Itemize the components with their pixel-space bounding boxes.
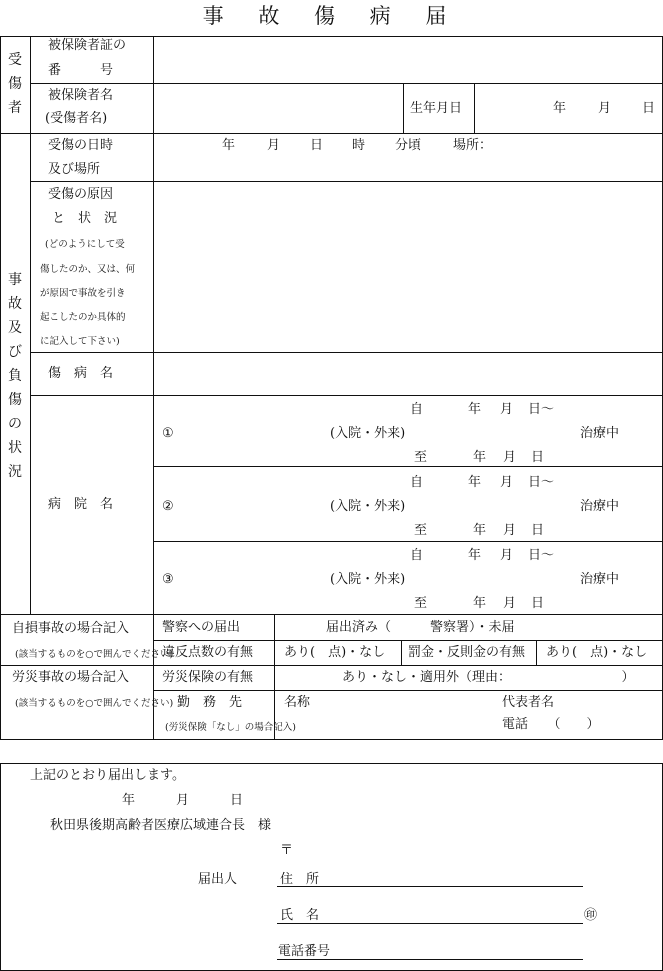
- work-insurance-value[interactable]: あり・なし・適用外（理由： ）: [342, 670, 635, 685]
- violation-points-value[interactable]: あり( 点)・なし: [284, 645, 386, 660]
- phone-number-field[interactable]: [345, 938, 583, 958]
- cause-field[interactable]: [154, 182, 662, 352]
- work-insurance-label: 労災保険の有無: [162, 670, 254, 685]
- name-field[interactable]: [330, 902, 583, 922]
- police-report-label: 警察への届出: [162, 620, 241, 635]
- applicant-label: 届出人: [198, 872, 238, 887]
- address-field[interactable]: [330, 866, 583, 886]
- workplace-name-label: 名称: [284, 695, 311, 710]
- accident-group-label: 事 故 及 び 負 傷 の 状 況: [8, 272, 22, 480]
- workplace-phone-label: 電話 （ ）: [502, 717, 600, 732]
- seal-mark: ㊞: [584, 908, 598, 923]
- workplace-label: 勤 務 先: [177, 695, 243, 710]
- injury-name-label: 傷 病 名: [48, 366, 114, 381]
- fine-value[interactable]: あり( 点)・なし: [546, 645, 648, 660]
- insured-name-field[interactable]: [154, 84, 403, 133]
- insured-number-field[interactable]: [154, 37, 662, 83]
- name-label: 氏 名: [280, 908, 320, 923]
- victim-group-label: 受 傷 者: [8, 52, 22, 116]
- phone-number-label: 電話番号: [278, 944, 331, 959]
- injury-name-field[interactable]: [154, 353, 662, 395]
- declaration-text: 上記のとおり届出します。: [30, 768, 185, 783]
- birth-date-label: 生年月日: [410, 101, 463, 116]
- representative-label: 代表者名: [502, 695, 555, 710]
- workplace-note: (労災保険「なし」の場合記入): [165, 722, 296, 733]
- hospital-label: 病 院 名: [48, 497, 114, 512]
- postal-mark: 〒: [280, 843, 294, 858]
- police-report-value[interactable]: 届出済み（ 警察署）・未届: [326, 620, 515, 635]
- form-title: 事 故 傷 病 届: [202, 4, 461, 28]
- fine-label: 罰金・反則金の有無: [408, 645, 526, 660]
- workplace-field[interactable]: [275, 691, 662, 739]
- addressee: 秋田県後期高齢者医療広域連合長 様: [50, 818, 272, 833]
- address-label: 住 所: [280, 872, 320, 887]
- violation-points-label: 違反点数の有無: [162, 645, 254, 660]
